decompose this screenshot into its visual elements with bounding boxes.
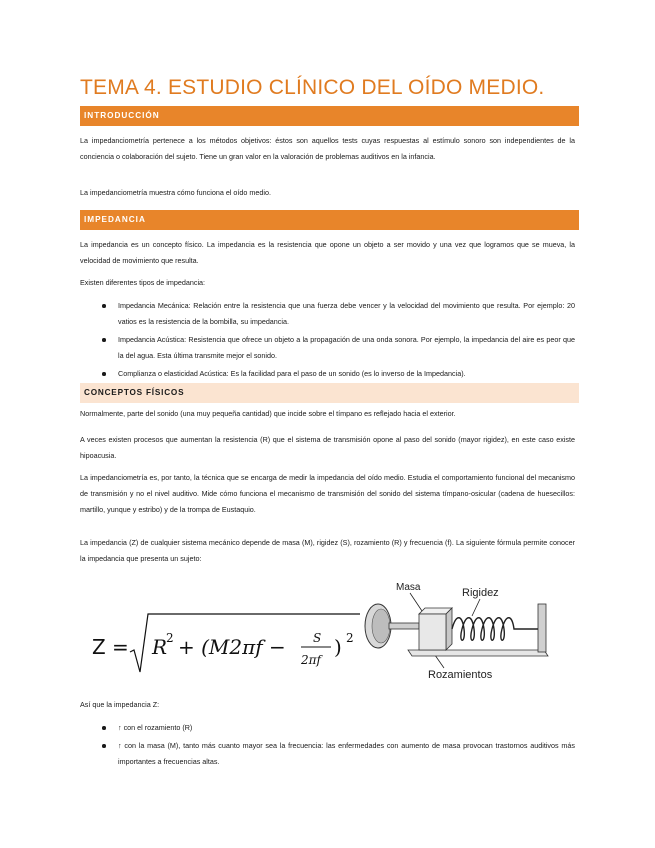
conceptos-paragraph-5: Así que la impedancia Z: xyxy=(80,700,160,709)
formula-exponent-2: 2 xyxy=(346,631,354,645)
impedance-formula xyxy=(92,606,362,678)
figure-label-rigidez: Rigidez xyxy=(462,587,499,599)
formula-r-exponent: 2 xyxy=(166,631,174,645)
list-item: ↑ con el rozamiento (R) xyxy=(80,720,575,736)
list-item: Impedancia Mecánica: Relación entre la resistencia que una fuerza debe vencer y la velocidad del movimiento que resulta. Por ejemplo: 20 vatios es la resistencia de la bombilla, su impedancia. xyxy=(80,298,575,330)
formula-close-paren: ) xyxy=(334,635,342,659)
formula-s-numerator: S xyxy=(313,631,322,645)
spring-shape xyxy=(452,618,538,641)
conceptos-paragraph-3: La impedanciometría es, por tanto, la técnica que se encarga de medir la impedancia del oído medio. Estudia el comportamiento funcional del mecanismo de transmisión y no el nivel auditivo. Mide cómo funciona el mecanismo de transmisión del sonido del sistema tímpano-osicular (cadena de huesecillos: martillo, yunque y estribo) y de la trompa de Eustaquio. xyxy=(80,473,575,514)
mass-spring-diagram xyxy=(358,574,558,704)
section-heading-impedancia: IMPEDANCIA xyxy=(80,210,579,230)
page-title: TEMA 4. ESTUDIO CLÍNICO DEL OÍDO MEDIO. xyxy=(80,76,545,99)
impedancia-paragraph-1: La impedancia es un concepto físico. La impedancia es la resistencia que opone un objeto a ser movido y una vez que logramos que se mueva, la velocidad de movimiento que resulta. xyxy=(80,240,575,265)
figure-label-masa: Masa xyxy=(396,582,421,593)
list-item: Impedancia Acústica: Resistencia que ofrece un objeto a la propagación de una onda sonora. Por ejemplo, la impedancia del aire es peor que la del agua. Esta última transmite mejor el sonido. xyxy=(80,332,575,364)
impedancia-types-list xyxy=(80,298,575,384)
conceptos-paragraph-1: Normalmente, parte del sonido (una muy pequeña cantidad) que incide sobre el tímpano es reflejado hacia el exterior. xyxy=(80,409,456,418)
conceptos-paragraph-4: La impedancia (Z) de cualquier sistema mecánico depende de masa (M), rigidez (S), rozamiento (R) y frecuencia (f). La siguiente fórmula permite conocer la impedancia que presenta un sujeto: xyxy=(80,538,575,563)
section-heading-introduccion: INTRODUCCIÓN xyxy=(80,106,579,126)
section-heading-conceptos-fisicos: CONCEPTOS FÍSICOS xyxy=(80,383,579,403)
list-item: ↑ con la masa (M), tanto más cuanto mayor sea la frecuencia: las enfermedades con aumento de masa provocan trastornos auditivos más importantes a frecuencias altas. xyxy=(80,738,575,770)
impedancia-paragraph-2: Existen diferentes tipos de impedancia: xyxy=(80,278,206,287)
intro-paragraph-2: La impedanciometría muestra cómo funciona el oído medio. xyxy=(80,188,271,197)
formula-lhs: Z = xyxy=(92,635,129,659)
impedance-effects-list xyxy=(80,720,575,772)
formula-denominator: 2πf xyxy=(301,653,321,667)
conceptos-paragraph-2: A veces existen procesos que aumentan la resistencia (R) que el sistema de transmisión opone al paso del sonido (mayor rigidez), en este caso existe hipoacusia. xyxy=(80,435,575,460)
formula-r: R xyxy=(152,635,168,659)
formula-mass-term: + (M2πf − xyxy=(178,635,286,659)
figure-label-rozamientos: Rozamientos xyxy=(428,669,493,681)
intro-paragraph-1: La impedanciometría pertenece a los métodos objetivos: éstos son aquellos tests cuyas respuestas al estímulo sonoro son independientes de la conciencia o colaboración del sujeto. Tiene un gran valor en la valoración de problemas auditivos en la infancia. xyxy=(80,136,575,161)
list-item: Complianza o elasticidad Acústica: Es la facilidad para el paso de un sonido (es lo inverso de la Impedancia). xyxy=(80,366,575,382)
